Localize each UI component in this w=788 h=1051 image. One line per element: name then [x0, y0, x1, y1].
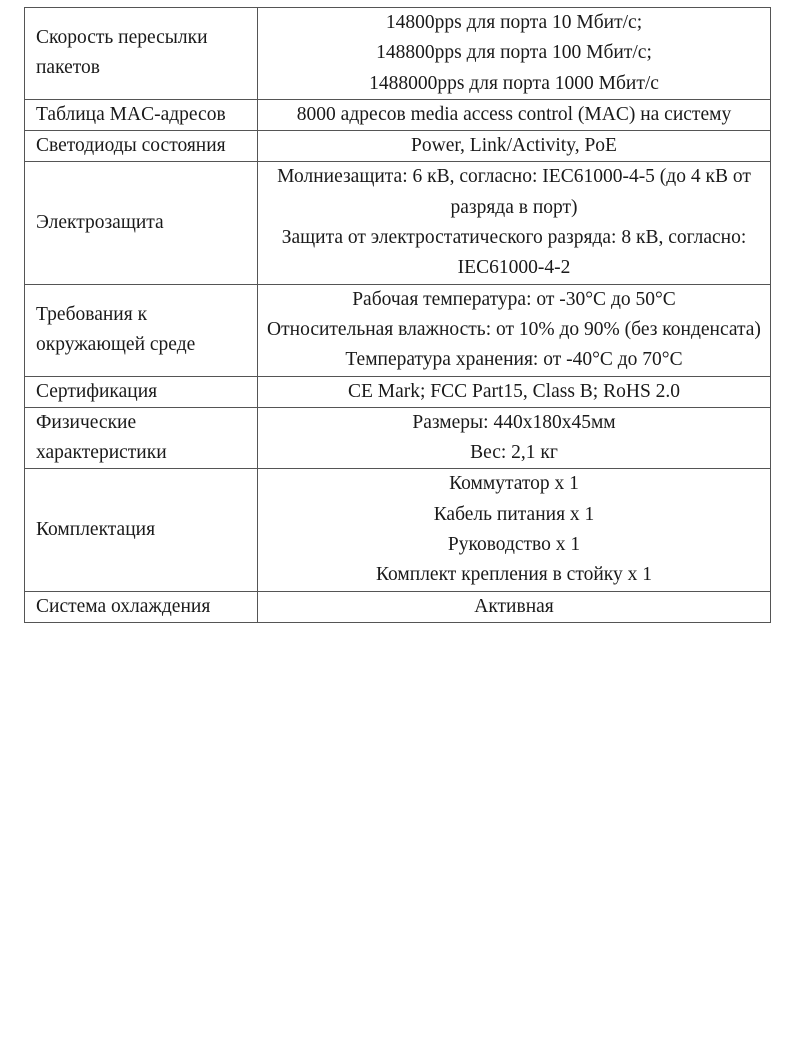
spec-value-line: Относительная влажность: от 10% до 90% (без конденсата): [267, 318, 761, 340]
spec-value-line: 14800pps для порта 10 Мбит/с;: [385, 12, 643, 33]
table-row: [25, 376, 771, 407]
table-row: [25, 131, 771, 162]
spec-value: [258, 131, 771, 162]
table-row: [25, 99, 771, 130]
table-row: [25, 591, 771, 622]
spec-name: Светодиоды состояния: [25, 131, 258, 162]
spec-value-line: Активная: [474, 595, 554, 617]
spec-value: [258, 376, 771, 407]
spec-value: [258, 591, 771, 622]
spec-value-line: Размеры: 440x180x45мм: [412, 411, 616, 433]
spec-value-line: Температура хранения: от -40°C до 70°C: [345, 349, 683, 371]
spec-value-line: CE Mark; FCC Part15, Class B; RoHS 2.0: [347, 380, 681, 402]
spec-name: Физические характеристики: [25, 407, 258, 469]
table-row: [25, 8, 771, 100]
spec-value-line: 148800pps для порта 100 Мбит/с;: [376, 42, 652, 64]
spec-name: Электрозащита: [25, 162, 258, 284]
specifications-table: [24, 7, 771, 623]
spec-value: [258, 284, 771, 376]
spec-value-line: Вес: 2,1 кг: [470, 442, 558, 464]
spec-value-line: Руководство x 1: [447, 534, 581, 556]
spec-value-line: Коммутатор x 1: [449, 473, 579, 495]
spec-name: Требования к окружающей среде: [25, 284, 258, 376]
spec-name: Таблица MAC-адресов: [25, 99, 258, 130]
spec-value-line: Кабель питания x 1: [433, 503, 595, 525]
table-row: [25, 469, 771, 591]
spec-value: [258, 8, 771, 100]
spec-value: [258, 162, 771, 284]
spec-name: Комплектация: [25, 469, 258, 591]
spec-name: Скорость пересылки пакетов: [25, 8, 258, 100]
spec-value: [258, 99, 771, 130]
table-row: [25, 284, 771, 376]
spec-value-line: 8000 адресов media access control (MAC) на системy: [296, 103, 732, 125]
spec-value-line: 1488000pps для порта 1000 Мбит/с: [369, 72, 659, 94]
spec-name: Система охлаждения: [25, 591, 258, 622]
table-row: [25, 407, 771, 469]
spec-value-line: Защита от электростатического разряда: 8 кВ, согласно: IEC61000-4-2: [281, 227, 747, 279]
spec-value-line: Power, Link/Activity, PoE: [411, 135, 617, 157]
table-row: [25, 162, 771, 284]
spec-value-line: Рабочая температура: от -30°C до 50°C: [352, 288, 676, 310]
spec-value: [258, 407, 771, 469]
spec-value: [258, 469, 771, 591]
spec-name: Сертификация: [25, 376, 258, 407]
spec-value-line: Молниезащита: 6 кВ, согласно: IEC61000-4-5 (до 4 кВ от разряда в порт): [277, 166, 751, 218]
spec-value-line: Комплект крепления в стойку x 1: [376, 564, 652, 586]
